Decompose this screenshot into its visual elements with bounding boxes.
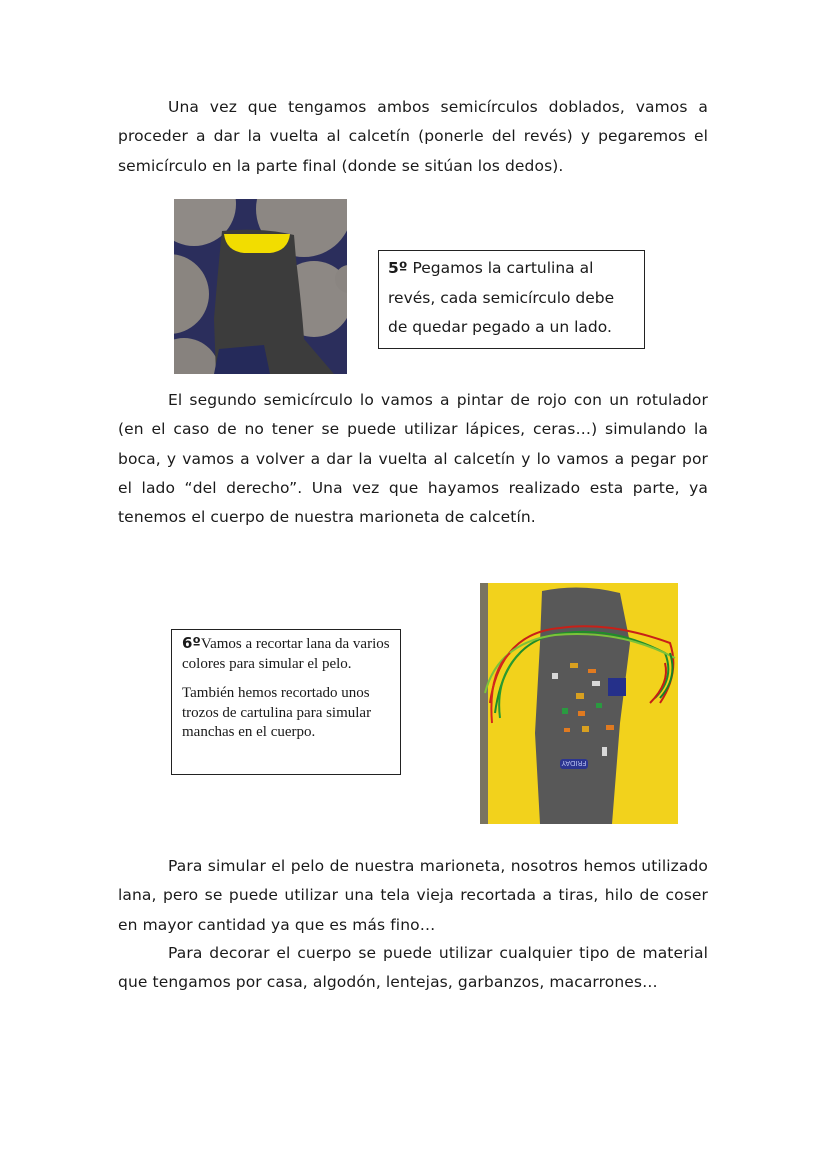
step-5-number: 5º (388, 259, 408, 277)
photo-sock-semicircle (174, 199, 347, 374)
photo-sock-puppet-hair (480, 583, 678, 824)
photo-sock-puppet-image (480, 583, 678, 824)
step-5-caption: 5º Pegamos la cartulina al revés, cada semicírculo debe de quedar pegado a un lado. (378, 250, 645, 349)
step-6-number: 6º (182, 634, 201, 652)
photo-sock-semicircle-image (174, 199, 347, 374)
step-6-caption: 6ºVamos a recortar lana da varios colores para simular el pelo. También hemos recortado unos trozos de cartulina para simular manchas en el cuerpo. (171, 629, 401, 775)
paragraph-2: El segundo semicírculo lo vamos a pintar de rojo con un rotulador (en el caso de no tener se puede utilizar lápices, ceras…) simulando la boca, y vamos a volver a dar la vuelta al calcetín y lo vamos a pegar por el lado “del derecho”. Una vez que hayamos realizado esta parte, ya tenemos el cuerpo de nuestra marioneta de calcetín. (118, 391, 708, 527)
paragraph-1: Una vez que tengamos ambos semicírculos doblados, vamos a proceder a dar la vuelta al calcetín (ponerle del revés) y pegaremos el semicírculo en la parte final (donde se sitúan los dedos). (118, 98, 708, 175)
paragraph-4: Para decorar el cuerpo se puede utilizar cualquier tipo de material que tengamos por casa, algodón, lentejas, garbanzos, macarrones… (118, 944, 708, 992)
svg-text:FRIDAY: FRIDAY (561, 759, 587, 767)
paragraph-3: Para simular el pelo de nuestra marioneta, nosotros hemos utilizado lana, pero se puede utilizar una tela vieja recortada a tiras, hilo de coser en mayor cantidad ya que es más fino… (118, 857, 708, 934)
